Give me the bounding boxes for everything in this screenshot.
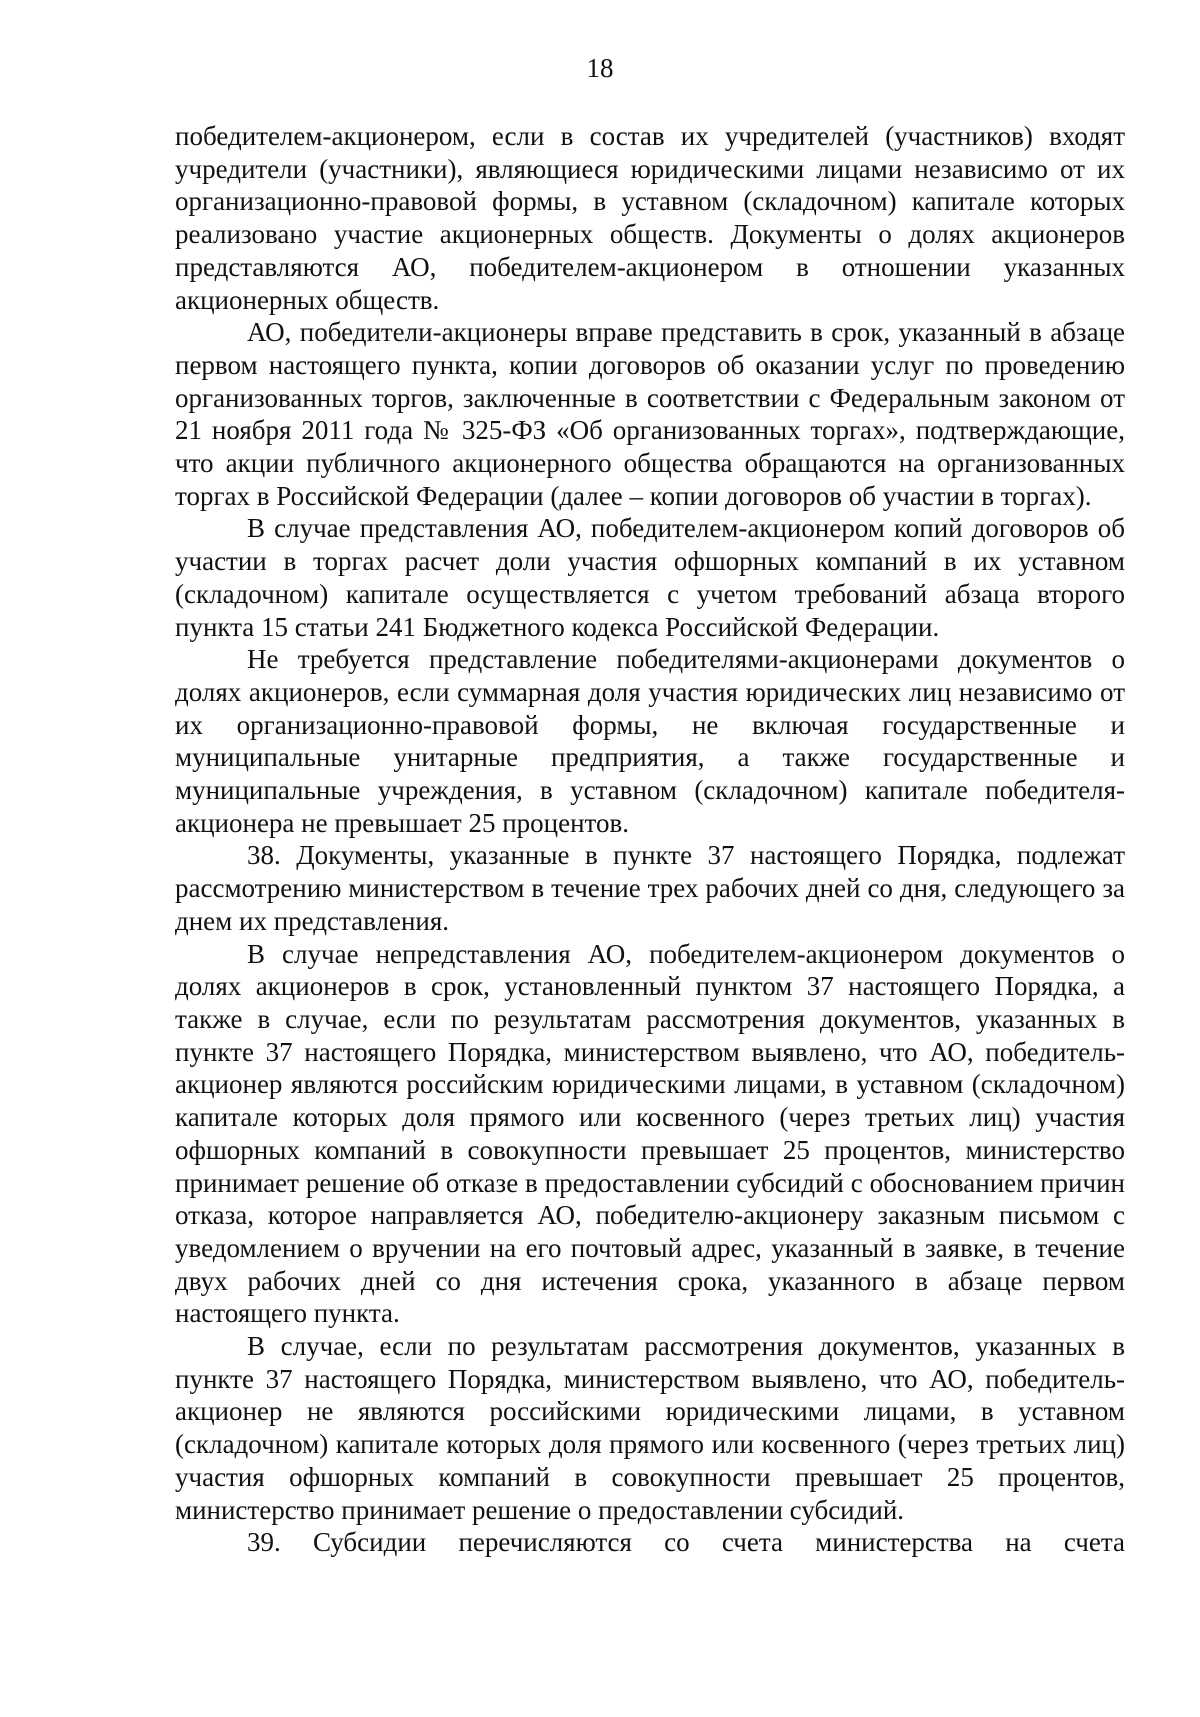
paragraph-grant-decision: В случае, если по результатам рассмотрения документов, указанных в пункте 37 настоящего Порядка, министерством выявлено, что АО, победитель-акционер не являются российскими юридическими лицами, в уставном (складочном) капитале которых доля прямого или косвенного (через третьих лиц) участия офшорных компаний в совокупности превышает 25 процентов, министерство принимает решение о предоставлении субсидий. (175, 1331, 1125, 1525)
paragraph-continuation: победителем-акционером, если в состав их учредителей (участников) входят учредители (участники), являющиеся юридическими лицами независимо от их организационно-правовой формы, в уставном (складочном) капитале которых реализовано участие акционерных обществ. Документы о долях акционеров представляются АО, победителем-акционером в отношении указанных акционерных обществ. (175, 121, 1125, 315)
page-number: 18 (586, 53, 614, 83)
paragraph-refusal-decision: В случае непредставления АО, победителем-акционером документов о долях акционеров в срок, установленный пунктом 37 настоящего Порядка, а также в случае, если по результатам рассмотрения документов, указанных в пункте 37 настоящего Порядка, министерством выявлено, что АО, победитель-акционер являются российским юридическими лицами, в уставном (складочном) капитале которых доля прямого или косвенного (через третьих лиц) участия офшорных компаний в совокупности превышает 25 процентов, министерство принимает решение об отказе в предоставлении субсидий с обоснованием причин отказа, которое направляется АО, победителю-акционеру заказным письмом с уведомлением о вручении на его почтовый адрес, указанный в заявке, в течение двух рабочих дней со дня истечения срока, указанного в абзаце первом настоящего пункта. (175, 938, 1125, 1329)
paragraph-offshore-share-calculation: В случае представления АО, победителем-акционером копий договоров об участии в торгах расчет доли участия офшорных компаний в их уставном (складочном) капитале осуществляется с учетом требований абзаца второго пункта 15 статьи 241 Бюджетного кодекса Российской Федерации. (175, 513, 1125, 642)
document-body (175, 120, 1125, 1559)
paragraph-no-documents-required: Не требуется представление победителями-акционерами документов о долях акционеров, если суммарная доля участия юридических лиц независимо от их организационно-правовой формы, не включая государственные и муниципальные унитарные предприятия, а также государственные и муниципальные учреждения, в уставном (складочном) капитале победителя-акционера не превышает 25 процентов. (175, 644, 1125, 838)
paragraph-item-38: 38. Документы, указанные в пункте 37 настоящего Порядка, подлежат рассмотрению министерством в течение трех рабочих дней со дня, следующего за днем их представления. (175, 840, 1125, 936)
paragraph-item-39: 39. Субсидии перечисляются со счета министерства на счета (247, 1527, 1125, 1558)
paragraph-trading-contracts: АО, победители-акционеры вправе представить в срок, указанный в абзаце первом настоящего пункта, копии договоров об оказании услуг по проведению организованных торгов, заключенные в соответствии с Федеральным законом от 21 ноября 2011 года № 325-ФЗ «Об организованных торгах», подтверждающие, что акции публичного акционерного общества обращаются на организованных торгах в Российской Федерации (далее – копии договоров об участии в торгах). (175, 317, 1125, 511)
